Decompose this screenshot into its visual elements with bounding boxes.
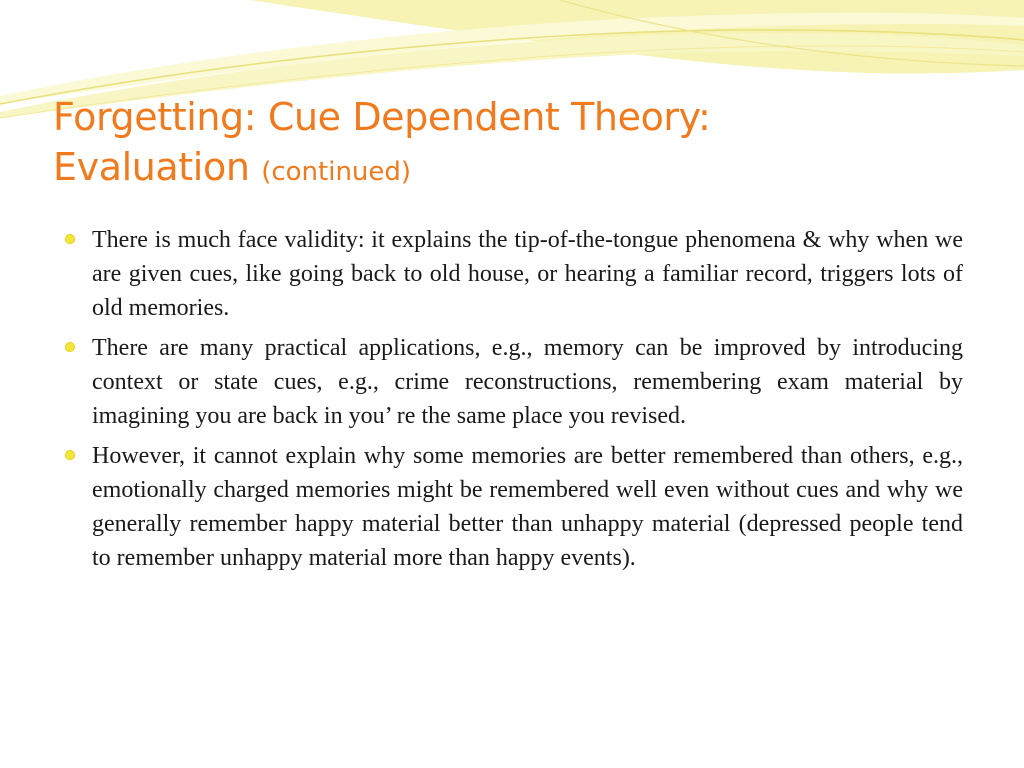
bullet-text: There are many practical applications, e.g., memory can be improved by introducing context or state cues, e.g., crime reconstructions, remembering exam material by imagining you are back in you’ re the same place you revised. (92, 335, 963, 429)
bullet-item (92, 331, 963, 433)
title-main-word: Evaluation (53, 145, 250, 189)
slide-title (53, 92, 993, 197)
bullet-item (92, 223, 963, 325)
bullet-text: However, it cannot explain why some memories are better remembered than others, e.g., emotionally charged memories might be remembered well even without cues and why we generally remember happy material better than unhappy material (depressed people tend to remember unhappy material more than happy events). (92, 443, 963, 571)
title-line-1: Forgetting: Cue Dependent Theory: (53, 95, 711, 139)
bullet-dot-icon (65, 450, 75, 460)
bullet-item (92, 439, 963, 575)
bullet-dot-icon (65, 234, 75, 244)
bullet-text: There is much face validity: it explains the tip-of-the-tongue phenomena & why when we are given cues, like going back to old house, or hearing a familiar record, triggers lots of old memories. (92, 227, 963, 321)
title-line-2 (53, 142, 993, 197)
title-suffix: (continued) (261, 157, 412, 187)
bullet-list (92, 223, 963, 581)
bullet-dot-icon (65, 342, 75, 352)
